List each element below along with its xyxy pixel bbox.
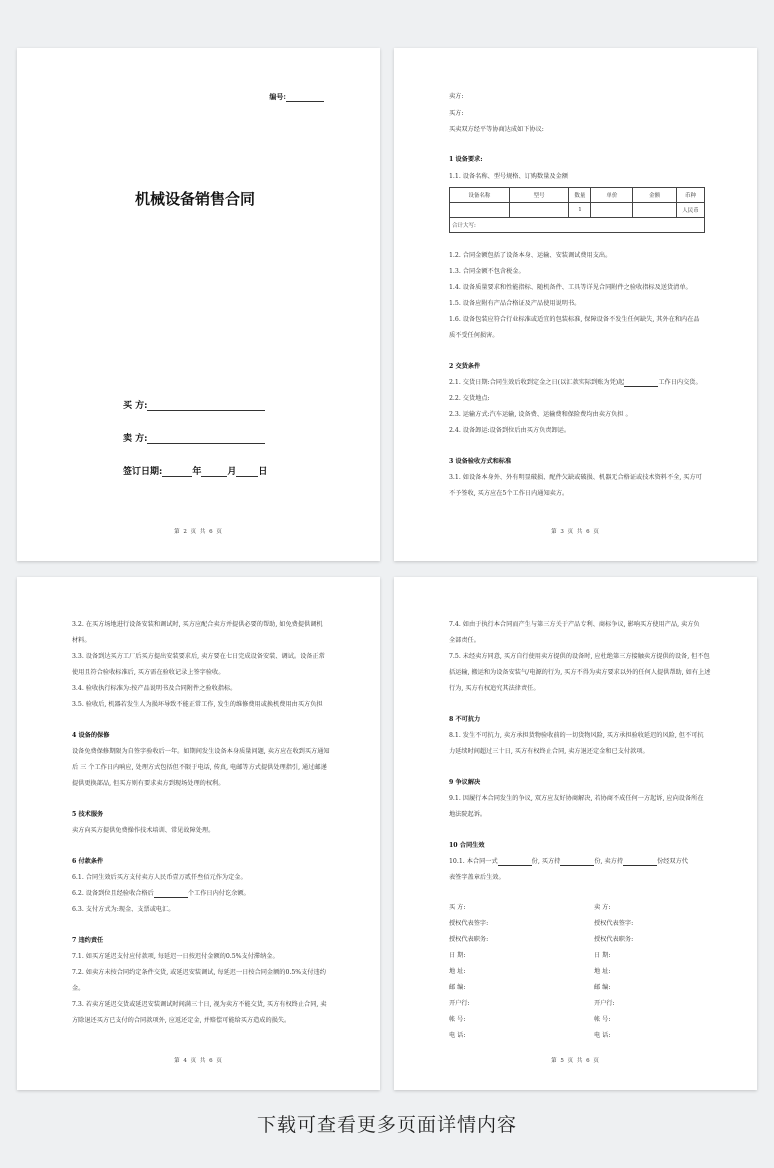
clause-6-2-text: 6.2. 设备到位且经验收合格后 [72, 890, 154, 897]
day-label: 日 [258, 467, 268, 477]
clause-7-5: 7.5. 未经卖方同意, 买方自行使用卖方提供的设备时, 应杜绝第三方接触卖方提供的设备, 但不包 [449, 653, 710, 660]
sign-left-postcode: 邮 编: [449, 984, 466, 991]
tech-service-line: 卖方向买方提供免费操作技术培训、常见故障处理。 [72, 827, 215, 834]
sign-date-line [123, 464, 267, 477]
sign-right-address: 地 址: [594, 968, 611, 975]
clause-7-4: 7.4. 如由于执行本合同而产生与第三方关于产品专利、商标争议, 影响买方使用产品, 卖方负 [449, 621, 700, 628]
seller-blank [147, 434, 265, 444]
clause-6-2 [72, 889, 250, 898]
sign-right-postcode: 邮 编: [594, 984, 611, 991]
clause-10-1-d: 份经双方代 [657, 858, 688, 865]
sign-right-date: 日 期: [594, 952, 611, 959]
clause-1-2: 1.2. 合同金额包括了设备本身、运输、安装调试费用支出。 [449, 252, 612, 259]
clause-1-6-cont: 质不受任何损害。 [449, 332, 499, 339]
section-6-title: 6 付款条件 [72, 858, 104, 865]
section-8-title: 8 不可抗力 [449, 716, 481, 723]
seller-label: 卖 方: [123, 434, 148, 444]
clause-6-1: 6.1. 合同生效后买方支付卖方人民币壹万贰仟叁佰元作为定金。 [72, 874, 247, 881]
contract-page-5 [394, 577, 757, 1090]
clause-2-1-tail: 工作日内交货。 [658, 379, 702, 386]
sign-right-account: 帐 号: [594, 1016, 611, 1023]
clause-10-1 [449, 857, 688, 866]
clause-9-1: 9.1. 因履行本合同发生的争议, 双方应友好协商解决, 若协商不成任何一方起诉, 应向设备所在 [449, 795, 704, 802]
year-label: 年 [192, 467, 202, 477]
table-row [450, 203, 705, 218]
table-header-row [450, 188, 705, 203]
buyer-label: 买 方: [123, 401, 148, 411]
sign-date-label: 签订日期: [123, 467, 163, 477]
clause-8-1-cont: 力延续时间超过三十日, 买方有权终止合同, 卖方退还定金和已支付款项。 [449, 748, 649, 755]
contract-number-label: 编号: [269, 92, 286, 101]
month-label: 月 [227, 467, 237, 477]
sign-left-bank: 开户行: [449, 1000, 470, 1007]
clause-1-1: 1.1. 设备名称、型号规格、订购数量及金额 [449, 173, 568, 180]
clause-1-4: 1.4. 设备质量要求和性能指标、随机备件、工具等详见合同附件之验收指标及送货清单。 [449, 284, 692, 291]
table-cell: 1 [569, 203, 591, 218]
copies-blank [623, 859, 657, 866]
clause-8-1: 8.1. 发生不可抗力, 卖方承担货物验收前的一切货物风险, 买方承担验收延迟的风险, 但不可抗 [449, 732, 704, 739]
table-total-cell: 合计大写: [450, 218, 705, 233]
section-3-title: 3 设备验收方式和标准 [449, 458, 512, 465]
contract-number-blank [286, 94, 324, 102]
clause-3-2-cont: 材料。 [72, 637, 91, 644]
table-header-cell: 设备名称 [450, 188, 510, 203]
table-cell: 人民币 [677, 203, 705, 218]
clause-3-3: 3.3. 设备到达买方工厂后买方提出安装要求后, 卖方要在七日完成设备安装、调试。设备正常 [72, 653, 325, 660]
section-4-title: 4 设备的保修 [72, 732, 110, 739]
page-footer: 第 2 页 共 6 页 [174, 529, 223, 535]
clause-7-3: 7.3. 若卖方延迟交货或延迟安装调试时间满三十日, 视为卖方不能交货, 买方有权终止合同, 卖 [72, 1001, 327, 1008]
clause-10-1-cont: 表签字盖章后生效。 [449, 874, 505, 881]
sign-left-address: 地 址: [449, 968, 466, 975]
download-caption[interactable]: 下载可查看更多页面详情内容 [256, 1114, 517, 1136]
buyer-blank [147, 401, 265, 411]
clause-10-1-a: 10.1. 本合同一式 [449, 858, 498, 865]
equipment-table [449, 187, 705, 233]
contract-page-3 [394, 48, 757, 561]
sign-right-phone: 电 话: [594, 1032, 611, 1039]
sign-left-rep-title: 授权代表职务: [449, 936, 489, 943]
sign-right-rep-title: 授权代表职务: [594, 936, 634, 943]
clause-2-1-text: 2.1. 交货日期:合同生效后收到定金之日(以汇款实际到账为凭)起 [449, 379, 625, 386]
clause-7-4-cont: 全部责任。 [449, 637, 480, 644]
warranty-line-3: 提供更换部品, 但买方则有要求卖方到现场处理的权利。 [72, 780, 225, 787]
section-5-title: 5 技术服务 [72, 811, 104, 818]
day-blank [236, 467, 258, 477]
clause-2-3: 2.3. 运输方式:汽车运输, 设备费、运输费和保险费均由卖方负担 。 [449, 411, 632, 418]
section-1-title: 1 设备要求: [449, 156, 483, 163]
clause-7-5-cont: 括运输, 搬运和为设备安装气/电源的行为, 买方不得为卖方要求以外的任何人提供帮助, 如有上述 [449, 669, 711, 676]
warranty-line-2: 后 三 个工作日内响应, 处理方式包括但不限于电话, 传真, 电邮等方式提供处理指引, 通过邮递 [72, 764, 327, 771]
clause-3-3-cont: 使用且符合验收标准后, 买方需在验收记录上签字验收。 [72, 669, 225, 676]
section-9-title: 9 争议解决 [449, 779, 481, 786]
contract-cover-page [17, 48, 380, 561]
clause-3-1: 3.1. 如设备本身外、外有明显破损、配件欠缺或破损、机器无合格证或技术资料不全, 买方可 [449, 474, 702, 481]
section-10-title: 10 合同生效 [449, 842, 485, 849]
table-header-cell: 数量 [569, 188, 591, 203]
table-cell [509, 203, 569, 218]
seller-header: 卖方: [449, 93, 464, 100]
table-cell [633, 203, 677, 218]
sign-left-date: 日 期: [449, 952, 466, 959]
section-7-title: 7 违约责任 [72, 937, 104, 944]
page-footer: 第 5 页 共 6 页 [551, 1058, 600, 1064]
seller-line [123, 431, 265, 444]
clause-7-1: 7.1. 如买方延迟支付应付款项, 每延迟一日按迟付金额的0.5%支付滞纳金。 [72, 953, 279, 960]
contract-number-field [269, 92, 324, 102]
clause-7-2: 7.2. 如卖方未按合同约定条件交货, 或延迟安装调试, 每延迟一日按合同金额的0.5%支付违约 [72, 969, 326, 976]
table-cell [450, 203, 510, 218]
month-blank [201, 467, 227, 477]
clause-1-6: 1.6. 设备包装应符合行业标准或适宜的包装标准, 保障设备不发生任何缺失, 其外在和内在品 [449, 316, 700, 323]
sign-left-buyer: 买 方: [449, 904, 466, 911]
contract-page-4 [17, 577, 380, 1090]
copies-blank [498, 859, 532, 866]
year-blank [162, 467, 192, 477]
days-blank [154, 891, 188, 898]
table-header-cell: 金额 [633, 188, 677, 203]
clause-7-5-cont2: 行为, 买方有权追究其法律责任。 [449, 685, 540, 692]
sign-left-phone: 电 话: [449, 1032, 466, 1039]
clause-3-1-cont: 不予签收, 买方应在5个工作日内通知卖方。 [449, 490, 569, 497]
buyer-header: 买方: [449, 110, 464, 117]
clause-6-3: 6.3. 支付方式为:现金、支票或电汇。 [72, 906, 175, 913]
clause-9-1-cont: 地法院起诉。 [449, 811, 487, 818]
table-header-cell: 型号 [509, 188, 569, 203]
buyer-line [123, 398, 265, 411]
page-footer: 第 4 页 共 6 页 [174, 1058, 223, 1064]
warranty-line-1: 设备免费保修期限为自签字验收后一年。如期间发生设备本身质量问题, 卖方应在收到买方通知 [72, 748, 330, 755]
agreement-intro: 买卖双方经平等协商达成如下协议: [449, 126, 544, 133]
days-blank [624, 380, 658, 387]
clause-10-1-b: 份, 买方持 [531, 858, 561, 865]
clause-3-2: 3.2. 在买方场地进行设备安装和调试时, 买方应配合卖方并提供必要的帮助, 如免费提供调机 [72, 621, 323, 628]
clause-7-3-cont: 方除退还买方已支付的合同款项外, 应返还定金, 并赔偿可能给买方造成的损失。 [72, 1017, 291, 1024]
clause-1-3: 1.3. 合同金额不包含税金。 [449, 268, 525, 275]
table-header-cell: 单价 [591, 188, 633, 203]
clause-6-2-tail: 个工作日内付讫余额。 [187, 890, 250, 897]
copies-blank [560, 859, 594, 866]
sign-right-rep-sign: 授权代表签字: [594, 920, 634, 927]
clause-3-4: 3.4. 验收执行标准为:按产品说明书及合同附件之验收指标。 [72, 685, 237, 692]
clause-3-5: 3.5. 验收后, 机器若发生人为损坏导致不能正常工作, 发生的维修费用或换机费用由买方负担 [72, 701, 323, 708]
sign-left-account: 帐 号: [449, 1016, 466, 1023]
sign-right-bank: 开户行: [594, 1000, 615, 1007]
clause-2-2: 2.2. 交货地点: [449, 395, 490, 402]
table-cell [591, 203, 633, 218]
table-total-row [450, 218, 705, 233]
clause-7-2-cont: 金。 [72, 985, 85, 992]
table-header-cell: 币种 [677, 188, 705, 203]
clause-2-1 [449, 378, 702, 387]
document-title: 机械设备销售合同 [135, 190, 256, 208]
page-footer: 第 3 页 共 6 页 [551, 529, 600, 535]
clause-1-5: 1.5. 设备应附有产品合格证及产品使用说明书。 [449, 300, 581, 307]
sign-left-rep-sign: 授权代表签字: [449, 920, 489, 927]
clause-10-1-c: 份, 卖方持 [594, 858, 624, 865]
section-2-title: 2 交货条件 [449, 363, 481, 370]
clause-2-4: 2.4. 设备卸运:设备到位后由买方负责卸运。 [449, 427, 571, 434]
sign-right-seller: 卖 方: [594, 904, 611, 911]
